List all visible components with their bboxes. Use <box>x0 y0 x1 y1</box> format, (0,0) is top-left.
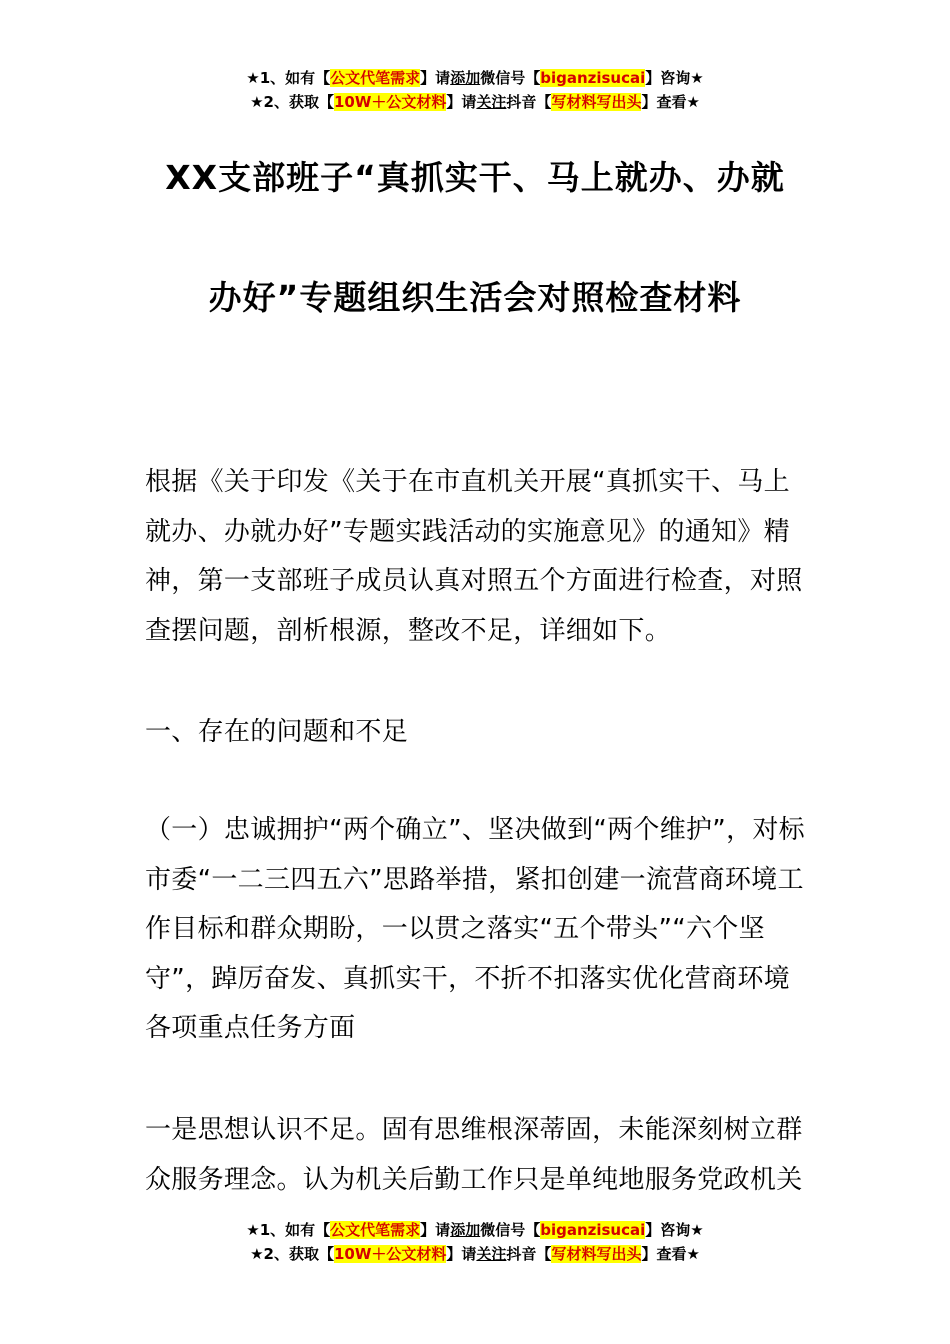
banner-text: 】请 <box>420 1221 451 1239</box>
header-banner <box>0 66 950 114</box>
banner-text: 抖音【 <box>506 1245 552 1263</box>
highlight-douyin: 写材料写出头 <box>551 93 642 111</box>
banner-text: ★2、获取【 <box>250 1245 334 1263</box>
banner-text: ★1、如有【 <box>246 1221 331 1239</box>
banner-text: 】咨询★ <box>645 69 704 87</box>
highlight-ghostwriting: 公文代笔需求 <box>330 1221 421 1239</box>
banner-line-2 <box>0 1242 950 1266</box>
highlight-douyin: 写材料写出头 <box>551 1245 642 1263</box>
banner-text: 】咨询★ <box>645 1221 704 1239</box>
footer-banner <box>0 1218 950 1266</box>
intro-paragraph: 根据《关于印发《关于在市直机关开展“真抓实干、马上就办、办就办好”专题实践活动的实施意见》的通知》精神，第一支部班子成员认真对照五个方面进行检查，对照查摆问题，剖析根源，整改不足，详细如下。 <box>145 467 803 646</box>
underlined-follow: 关注 <box>476 1245 507 1263</box>
highlight-ghostwriting: 公文代笔需求 <box>330 69 421 87</box>
underlined-add: 添加 <box>450 1221 481 1239</box>
point-clip <box>0 1100 950 1210</box>
banner-line-1 <box>0 66 950 90</box>
point-paragraph: 一是思想认识不足。固有思维根深蒂固，未能深刻树立群众服务理念。认为机关后勤工作只是单纯地服务党政机关 <box>145 1115 803 1195</box>
banner-text: 】请 <box>420 69 451 87</box>
document-title-line-2: 办好”专题组织生活会对照检查材料 <box>208 278 742 317</box>
banner-text: 微信号【 <box>480 69 541 87</box>
banner-text: 抖音【 <box>506 93 552 111</box>
document-title-line-1: XX支部班子“真抓实干、马上就办、办就 <box>165 158 785 197</box>
item-paragraph: （一）忠诚拥护“两个确立”、坚决做到“两个维护”，对标市委“一二三四五六”思路举措，紧扣创建一流营商环境工作目标和群众期盼，一以贯之落实“五个带头”“六个坚守”，踔厉奋发、真抓实干，不折不扣落实优化营商环境各项重点任务方面 <box>145 815 805 1043</box>
underlined-follow: 关注 <box>476 93 507 111</box>
banner-text: 】查看★ <box>641 1245 700 1263</box>
banner-text: 】查看★ <box>641 93 700 111</box>
section-heading: 一、存在的问题和不足 <box>145 717 409 747</box>
underlined-add: 添加 <box>450 69 481 87</box>
banner-text: 】请 <box>446 1245 477 1263</box>
banner-line-1 <box>0 1218 950 1242</box>
banner-text: 微信号【 <box>480 1221 541 1239</box>
banner-text: 】请 <box>446 93 477 111</box>
highlight-materials: 10W＋公文材料 <box>333 1245 447 1263</box>
highlight-materials: 10W＋公文材料 <box>333 93 447 111</box>
highlight-wechat-id: biganzisucai <box>540 1221 646 1239</box>
highlight-wechat-id: biganzisucai <box>540 69 646 87</box>
banner-line-2 <box>0 90 950 114</box>
banner-text: ★2、获取【 <box>250 93 334 111</box>
banner-text: ★1、如有【 <box>246 69 331 87</box>
